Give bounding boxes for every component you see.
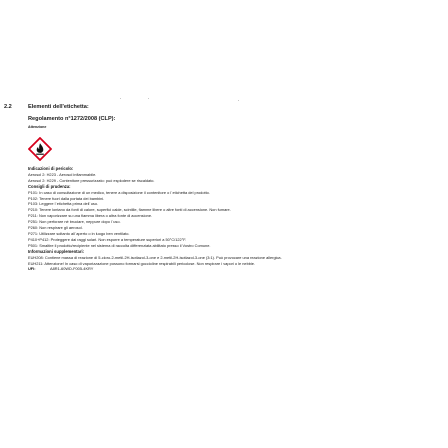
precaution-statement: P501: Smaltire il prodotto/recipiente nel sistema di raccolta differenziata abilitato presso il Vostro Comune. [28,242,211,248]
precaution-statement: P410+P412: Proteggere dai raggi solari. Non esporre a temperature superiori a 50°C/122°F. [28,236,187,242]
precaution-statement: P260: Non respirare gli aerosol. [28,225,83,231]
ufi-code: A8R1-60WD-F005-4KRY [50,266,94,272]
supplementary-statement: EUH211: Attenzione! In caso di vaporizzazione possono formarsi goccioline respirabili pericolose. Non respirare i vapori o le nebbie. [28,260,256,266]
precaution-statement: P101: In caso di consultazione di un medico, tenere a disposizione il contenitore o l´etichetta del prodotto. [28,189,210,195]
section-title: Elementi dell'etichetta: [28,104,89,110]
ufi-line [28,266,440,272]
section-number: 2.2 [4,104,12,110]
scan-speck [148,98,149,99]
precaution-statement: P211: Non vaporizzare su una fiamma libera o altra fonte di accensione. [28,213,153,219]
supplementary-heading: Informazioni supplementari: [28,248,85,254]
signal-word: Attenzione [28,125,47,129]
scan-speck [238,100,239,101]
precaution-heading: Consigli di prudenza: [28,183,71,189]
precaution-statement: P103: Leggere l´etichetta prima dell´uso. [28,201,99,207]
precaution-statement: P210: Tenere lontano da fonti di calore, superfici calde, scintille, fiamme libere o altre fonti di accensione. Non fumare. [28,207,231,213]
hazard-statement: Aerosol 2: H229 - Contenitore pressurizzato: può esplodere se riscaldato. [28,177,155,183]
flame-base [36,154,44,155]
supplementary-statement: EUH208: Contiene massa di reazione di 5-cloro-2-metil-2H-isotiazol-3-one e 2-metil-2H-isotiazol-3-one (3:1). Può provocare una reazione allergica. [28,254,282,260]
regulation-heading: Regolamento n°1272/2008 (CLP): [28,116,116,122]
precaution-statement: P251: Non perforare né bruciare, neppure dopo l´uso. [28,219,121,225]
flame-pictogram-icon [28,137,52,161]
hazard-heading: Indicazioni di pericolo: [28,166,74,171]
hazard-statement: Aerosol 2: H223 - Aerosol infiammabile. [28,171,97,177]
precaution-statement: P102: Tenere fuori dalla portata dei bambini. [28,195,105,201]
label-elements-text [28,166,440,272]
scan-speck [120,98,121,99]
ufi-label: UFI: [28,266,36,272]
precaution-statement: P271: Utilizzare soltanto all´aperto o in luogo ben ventilato. [28,230,130,236]
